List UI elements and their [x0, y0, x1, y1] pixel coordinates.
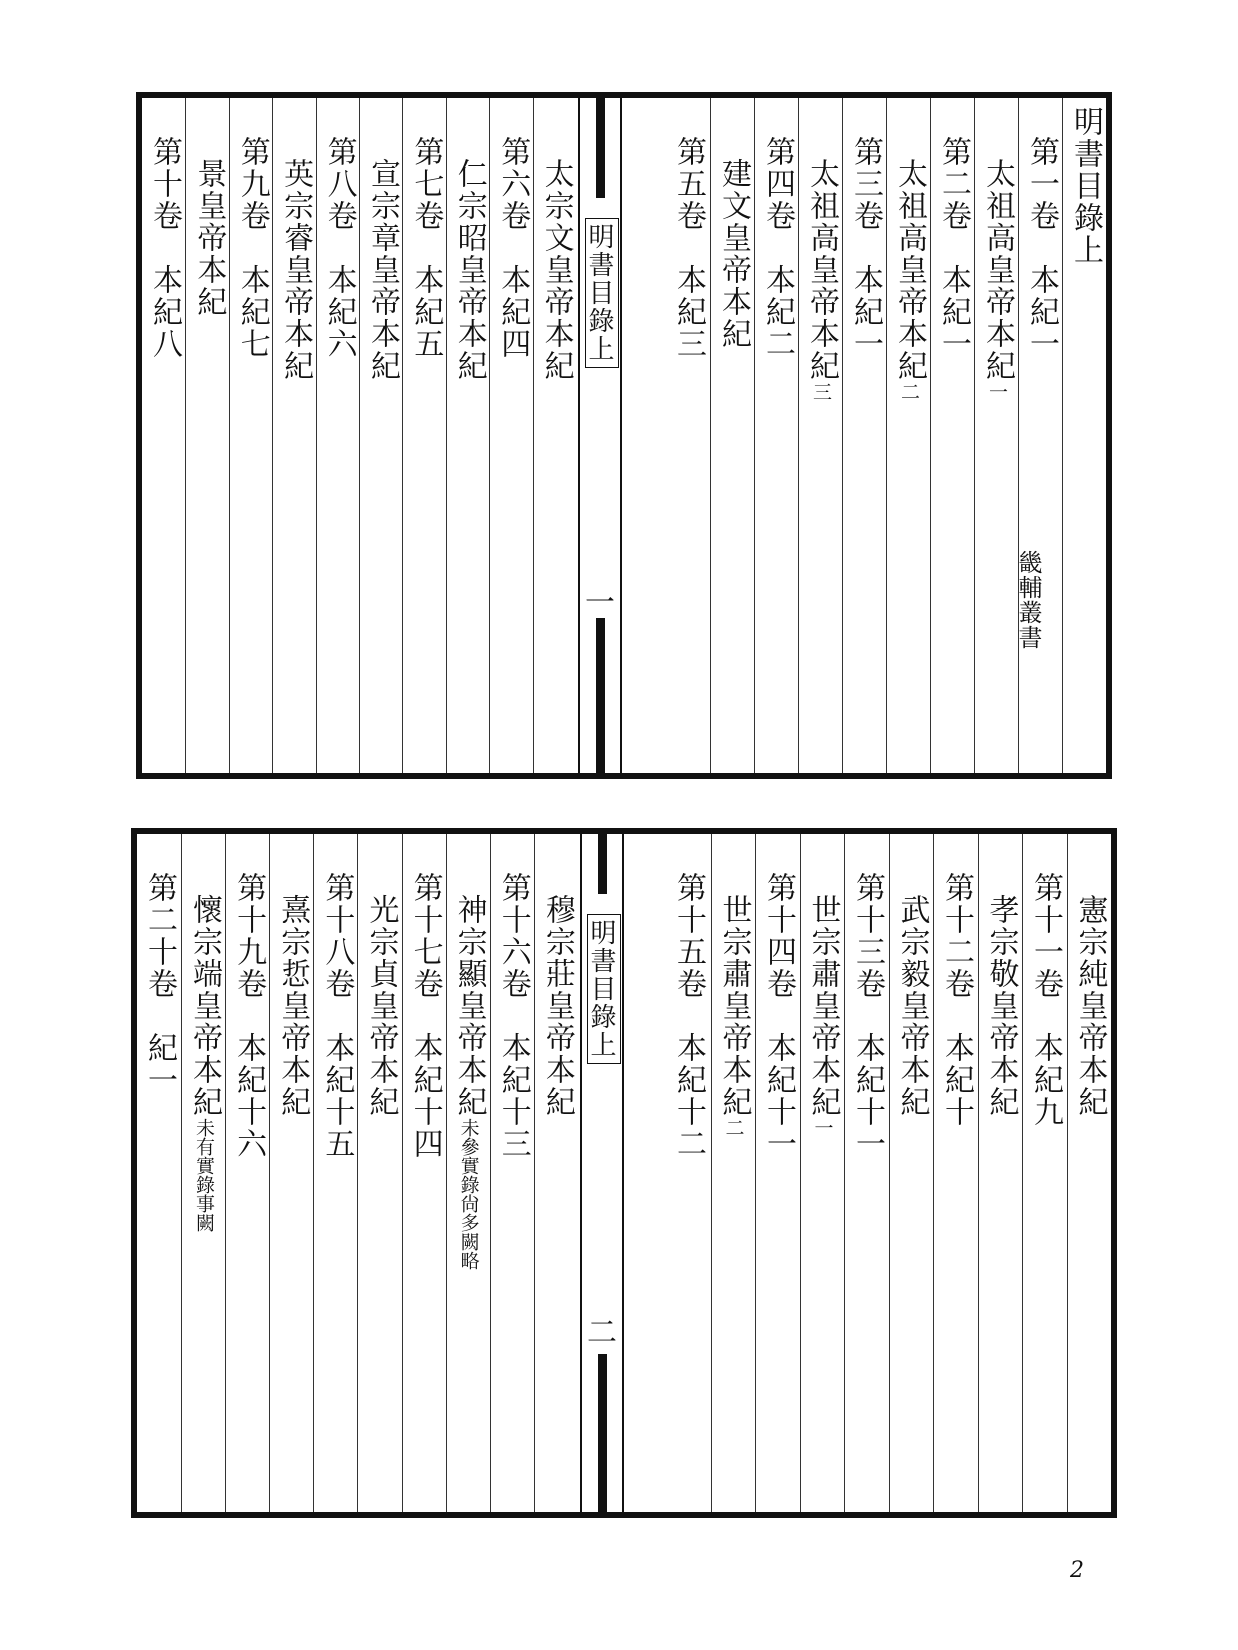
bottom-right-half: [666, 834, 1111, 1512]
entry-text: 仁宗昭皇帝本紀: [451, 158, 487, 382]
fish-tail-mark: [598, 834, 607, 894]
text-column: [490, 834, 534, 1512]
spine-leaf-number: 二: [588, 1316, 620, 1346]
text-column: [269, 834, 313, 1512]
text-column: [800, 834, 845, 1512]
text-column: [446, 98, 489, 773]
top-left-half: [142, 98, 576, 773]
entry-text: 穆宗莊皇帝本紀: [539, 894, 575, 1118]
text-column: [1062, 98, 1106, 773]
entry-text: 第十三卷 本紀十一: [850, 872, 885, 1160]
entry-text: 英宗睿皇帝本紀: [278, 158, 314, 382]
entry-text: 第二卷 本紀一: [936, 136, 971, 360]
text-column: [229, 98, 272, 773]
text-column: [185, 98, 228, 773]
text-column: [755, 834, 800, 1512]
entry-text: 第十七卷 本紀十四: [407, 872, 443, 1160]
entry-text: 第十五卷 本紀十二: [671, 872, 707, 1160]
entry-text: 建文皇帝本紀: [716, 158, 751, 350]
text-column: [272, 98, 315, 773]
top-right-half: [666, 98, 1106, 773]
entry-text: 世宗肅皇帝本紀一: [805, 894, 841, 1137]
text-column: [710, 98, 754, 773]
text-column: [711, 834, 756, 1512]
center-spine: [580, 834, 624, 1512]
spine-title: 明書目錄上: [585, 218, 619, 368]
entry-text: 孝宗敬皇帝本紀: [983, 894, 1019, 1118]
text-column: [142, 98, 185, 773]
entry-text: 第十卷 本紀八: [146, 136, 182, 360]
entry-text: 第十九卷 本紀十六: [231, 872, 267, 1160]
entry-text: 景皇帝本紀: [191, 158, 227, 318]
page-number: 2: [1070, 1558, 1084, 1583]
text-column: [930, 98, 974, 773]
text-column: [666, 834, 710, 1512]
bottom-left-half: [137, 834, 578, 1512]
text-column: [225, 834, 269, 1512]
text-column: [181, 834, 225, 1512]
text-column: [489, 98, 532, 773]
entry-text: 第十四卷 本紀十一: [761, 872, 796, 1160]
spine-title: 明書目錄上: [587, 914, 621, 1064]
text-column: [359, 98, 402, 773]
entry-text: 第一卷 本紀一: [1024, 136, 1059, 360]
text-column: [357, 834, 401, 1512]
text-column: [889, 834, 934, 1512]
entry-text: 第五卷 本紀三: [671, 136, 707, 360]
entry-text: 憲宗純皇帝本紀: [1072, 894, 1108, 1118]
entry-text: 武宗毅皇帝本紀: [894, 894, 930, 1118]
entry-text: 太宗文皇帝本紀: [538, 158, 574, 382]
text-column: [534, 834, 578, 1512]
text-column: [978, 834, 1023, 1512]
entry-text: 第十八卷 本紀十五: [319, 872, 355, 1160]
text-column: [798, 98, 842, 773]
entry-text: 宣宗章皇帝本紀: [364, 158, 400, 382]
text-column: [754, 98, 798, 773]
text-column: [446, 834, 490, 1512]
text-column: [533, 98, 576, 773]
spine-leaf-number: 一: [586, 586, 618, 616]
fish-tail-mark: [596, 618, 605, 778]
text-column: [933, 834, 978, 1512]
entry-text: 懷宗端皇帝本紀未有實錄事闕: [187, 894, 223, 1232]
entry-text: 第三卷 本紀一: [848, 136, 883, 360]
text-column: [842, 98, 886, 773]
entry-text: 神宗顯皇帝本紀未參實錄尙多闕略: [451, 894, 487, 1270]
entry-text: 第四卷 本紀二: [760, 136, 795, 360]
entry-text: 第七卷 本紀五: [408, 136, 444, 360]
text-column: [974, 98, 1018, 773]
fish-tail-mark: [596, 98, 605, 198]
bottom-page-frame: [131, 828, 1117, 1518]
entry-text: 光宗貞皇帝本紀: [363, 894, 399, 1118]
text-column: [1022, 834, 1067, 1512]
text-column: [137, 834, 181, 1512]
text-column: [313, 834, 357, 1512]
entry-text: 第九卷 本紀七: [234, 136, 270, 360]
entry-text: 熹宗悊皇帝本紀: [275, 894, 311, 1118]
entry-text: 太祖高皇帝本紀一: [980, 158, 1015, 401]
title-text: 明書目錄上: [1068, 106, 1103, 266]
entry-text: 世宗肅皇帝本紀二: [716, 894, 752, 1137]
text-column: [402, 98, 445, 773]
text-column: [844, 834, 889, 1512]
fish-tail-mark: [598, 1354, 607, 1514]
text-column: [316, 98, 359, 773]
center-spine: [578, 98, 622, 773]
entry-text: 第十六卷 本紀十三: [495, 872, 531, 1160]
entry-text: 太祖高皇帝本紀二: [892, 158, 927, 401]
text-column: [1018, 98, 1062, 773]
text-column: [666, 98, 710, 773]
entry-text: 第八卷 本紀六: [321, 136, 357, 360]
entry-text: 第六卷 本紀四: [495, 136, 531, 360]
entry-text: 太祖高皇帝本紀三: [804, 158, 839, 401]
text-column: [886, 98, 930, 773]
entry-text: 第十二卷 本紀十: [939, 872, 974, 1128]
entry-text: 第二十卷 紀一: [141, 872, 177, 1096]
entry-text: 第十一卷 本紀九: [1028, 872, 1063, 1128]
press-mark: 畿輔叢書: [1014, 550, 1042, 650]
text-column: [402, 834, 446, 1512]
text-column: [1067, 834, 1112, 1512]
top-page-frame: [136, 92, 1112, 779]
